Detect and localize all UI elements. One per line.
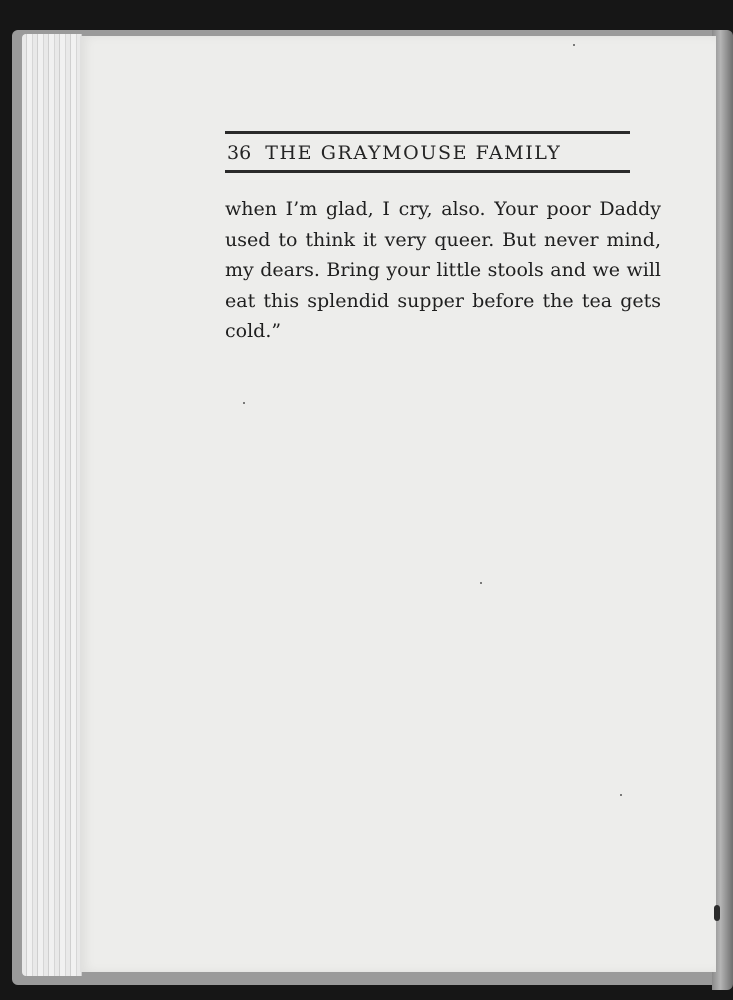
header-bottom-rule bbox=[225, 170, 630, 173]
header-line bbox=[225, 134, 630, 170]
text-line: eat this splendid supper before the tea gets bbox=[225, 289, 661, 312]
running-header bbox=[225, 131, 630, 173]
book-page bbox=[80, 36, 716, 972]
paper-fleck bbox=[480, 582, 482, 584]
paper-fleck bbox=[573, 44, 575, 46]
body-paragraph bbox=[225, 194, 661, 347]
binding-notch bbox=[714, 905, 720, 921]
paper-fleck bbox=[243, 402, 245, 404]
page-edges bbox=[22, 34, 82, 976]
text-line: my dears. Bring your little stools and we will bbox=[225, 259, 661, 281]
text-line: cold.” bbox=[225, 320, 282, 342]
page-number: 36 bbox=[227, 142, 252, 164]
text-line: used to think it very queer. But never mind, bbox=[225, 228, 661, 251]
paper-fleck bbox=[620, 794, 622, 796]
running-head-title: THE GRAYMOUSE FAMILY bbox=[265, 142, 562, 164]
text-line: when I’m glad, I cry, also. Your poor Daddy bbox=[225, 198, 661, 220]
